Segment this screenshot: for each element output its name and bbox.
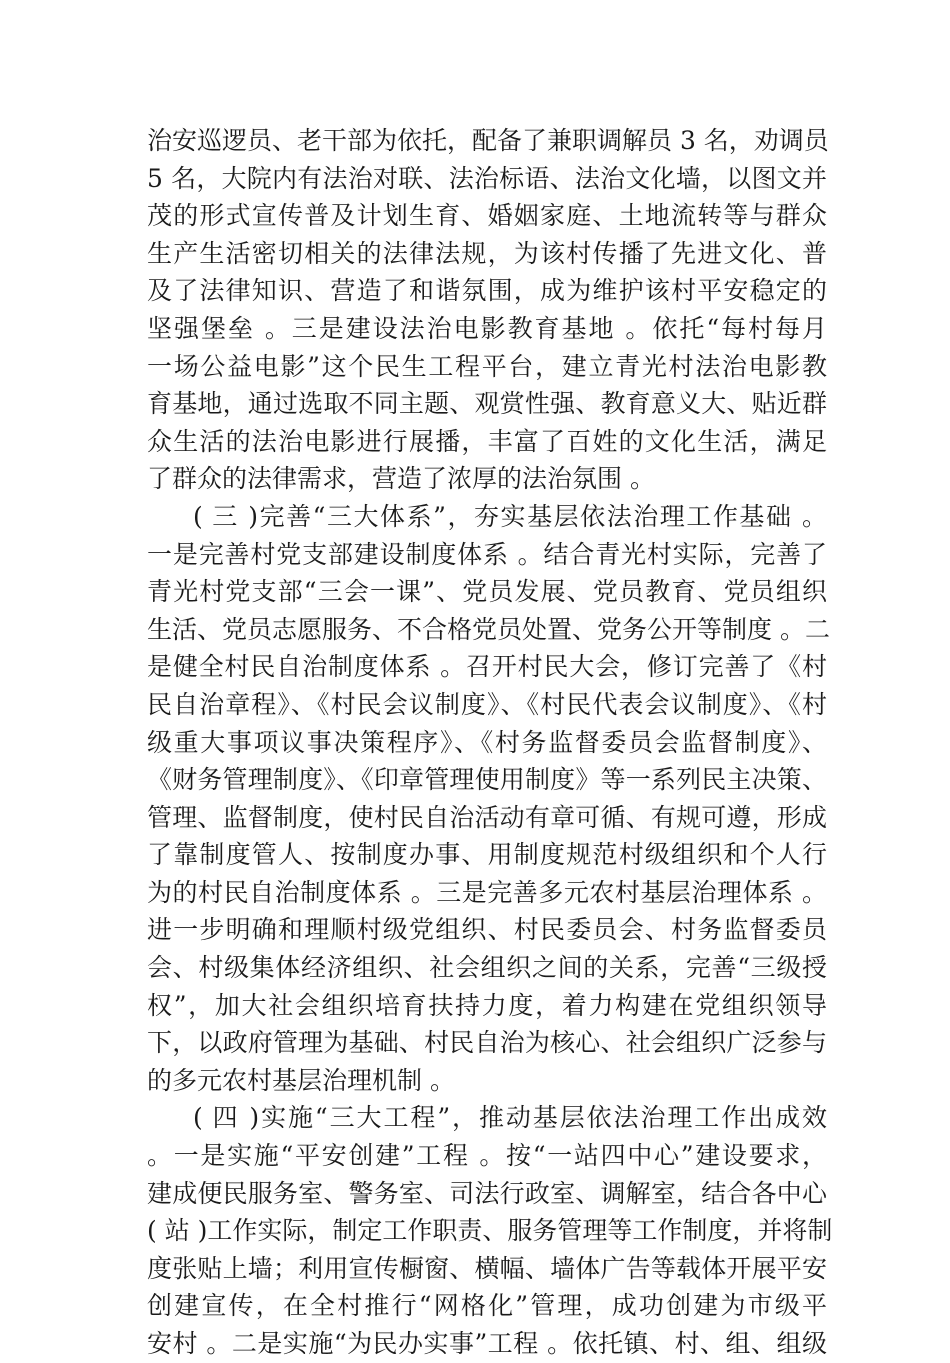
text-line: 管理、监督制度，使村民自治活动有章可循、有规可遵，形成 bbox=[147, 802, 827, 832]
text-line: 众生活的法治电影进行展播，丰富了百姓的文化生活，满足 bbox=[147, 426, 827, 456]
text-line: 进一步明确和理顺村级党组织、村民委员会、村务监督委员 bbox=[147, 915, 827, 945]
text-line: 及了法律知识、营造了和谐氛围，成为维护该村平安稳定的 bbox=[147, 276, 827, 306]
text-line: 是健全村民自治制度体系 。召开村民大会，修订完善了《村 bbox=[147, 652, 827, 682]
text-line: 建成便民服务室、警务室、司法行政室、调解室，结合各中心 bbox=[147, 1178, 827, 1208]
text-line: 级重大事项议事决策程序》、《村务监督委员会监督制度》、 bbox=[147, 727, 827, 757]
text-line: 坚强堡垒 。三是建设法治电影教育基地 。依托“每村每月 bbox=[147, 313, 827, 343]
text-line: 5 名，大院内有法治对联、法治标语、法治文化墙，以图文并 bbox=[147, 163, 827, 193]
text-line: 育基地，通过选取不同主题、观赏性强、教育意义大、贴近群 bbox=[147, 389, 827, 419]
text-line: 民自治章程》、《村民会议制度》、《村民代表会议制度》、《村 bbox=[147, 689, 827, 719]
text-line: 《财务管理制度》、《印章管理使用制度》等一系列民主决策、 bbox=[147, 765, 827, 795]
text-line: 治安巡逻员、老干部为依托，配备了兼职调解员 3 名，劝调员 bbox=[147, 126, 829, 155]
text-line: 茂的形式宣传普及计划生育、婚姻家庭、土地流转等与群众 bbox=[147, 201, 827, 231]
text-line: 一场公益电影”这个民生工程平台，建立青光村法治电影教 bbox=[147, 351, 827, 381]
text-line: 创建宣传，在全村推行“网格化”管理，成功创建为市级平 bbox=[147, 1291, 827, 1321]
text-line: 了群众的法律需求，营造了浓厚的法治氛围 。 bbox=[147, 464, 655, 494]
text-line: 。一是实施“平安创建”工程 。按“一站四中心”建设要求， bbox=[147, 1141, 827, 1171]
text-line: ( 站 )工作实际，制定工作职责、服务管理等工作制度，并将制 bbox=[147, 1216, 833, 1246]
text-line: 会、村级集体经济组织、社会组织之间的关系，完善“三级授 bbox=[147, 953, 827, 983]
text-line: 青光村党支部“三会一课”、党员发展、党员教育、党员组织 bbox=[147, 577, 827, 607]
text-line: 权”，加大社会组织培育扶持力度，着力构建在党组织领导 bbox=[147, 990, 827, 1020]
text-line: 为的村民自治制度体系 。三是完善多元农村基层治理体系 。 bbox=[147, 877, 827, 907]
text-line: 一是完善村党支部建设制度体系 。结合青光村实际，完善了 bbox=[147, 539, 827, 569]
text-line: 下，以政府管理为基础、村民自治为核心、社会组织广泛参与 bbox=[147, 1028, 827, 1058]
text-line: 安村 。二是实施“为民办实事”工程 。依托镇、村、组、组级 bbox=[147, 1329, 827, 1358]
text-line: 度张贴上墙；利用宣传橱窗、横幅、墙体广告等载体开展平安 bbox=[147, 1253, 827, 1283]
text-line: 生产生活密切相关的法律法规，为该村传播了先进文化、普 bbox=[147, 238, 827, 268]
body-text bbox=[147, 122, 833, 1363]
text-line: 了靠制度管人、按制度办事、用制度规范村级组织和个人行 bbox=[147, 840, 827, 870]
text-line: 的多元农村基层治理机制 。 bbox=[147, 1065, 455, 1095]
section-heading: ( 三 )完善“三大体系”，夯实基层依法治理工作基础 。 bbox=[193, 501, 827, 531]
text-line: 生活、党员志愿服务、不合格党员处置、党务公开等制度 。二 bbox=[147, 614, 830, 644]
section-heading: ( 四 )实施“三大工程”，推动基层依法治理工作出成效 bbox=[193, 1103, 827, 1133]
